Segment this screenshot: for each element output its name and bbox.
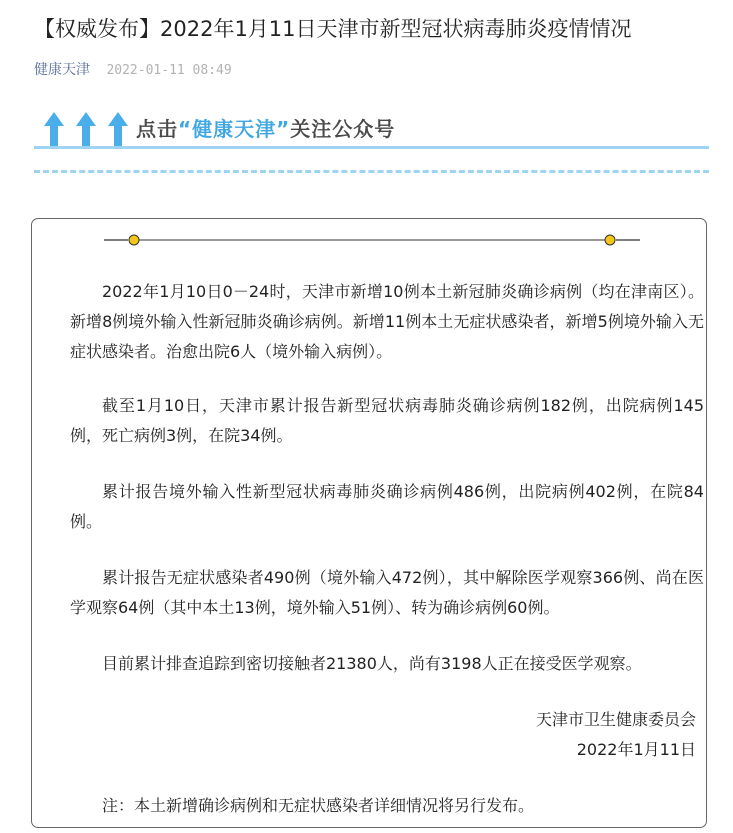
paragraph-cumulative: 截至1月10日，天津市累计报告新型冠状病毒肺炎确诊病例182例，出院病例145例，死亡病例3例，在院34例。 (70, 396, 704, 445)
signature-org: 天津市卫生健康委员会 (535, 710, 696, 729)
follow-brand: “健康天津” (178, 117, 291, 141)
publish-time: 2022-01-11 08:49 (106, 63, 232, 78)
article-title: 【权威发布】2022年1月11日天津市新型冠状病毒肺炎疫情情况 (34, 17, 632, 41)
follow-prefix: 点击 (136, 117, 178, 141)
paragraph-new-cases: 2022年1月10日0－24时，天津市新增10例本土新冠肺炎确诊病例（均在津南区）。新增8例境外输入性新冠肺炎确诊病例。新增11例本土无症状感染者，新增5例境外输入无症状感染者。治愈出院6人（境外输入病例）。 (70, 282, 704, 361)
signature-date: 2022年1月11日 (576, 740, 696, 759)
follow-prompt (136, 114, 395, 144)
follow-banner[interactable] (34, 104, 709, 184)
paragraph-imported: 累计报告境外输入性新型冠状病毒肺炎确诊病例486例，出院病例402例，在院84例。 (70, 482, 704, 531)
follow-suffix: 关注公众号 (290, 117, 396, 141)
article-meta (34, 60, 232, 81)
up-arrows-icon (42, 110, 142, 150)
account-name-link[interactable]: 健康天津 (34, 62, 90, 78)
footnote: 注：本土新增确诊病例和无症状感染者详细情况将另行发布。 (102, 796, 535, 815)
content-card (31, 218, 707, 828)
decorative-divider (102, 233, 642, 247)
dashed-divider (34, 170, 709, 173)
paragraph-contacts: 目前累计排查追踪到密切接触者21380人，尚有3198人正在接受医学观察。 (102, 654, 642, 673)
banner-divider (34, 146, 709, 149)
paragraph-asymptomatic: 累计报告无症状感染者490例（境外输入472例），其中解除医学观察366例、尚在医学观察64例（其中本土13例，境外输入51例）、转为确诊病例60例。 (70, 568, 704, 617)
